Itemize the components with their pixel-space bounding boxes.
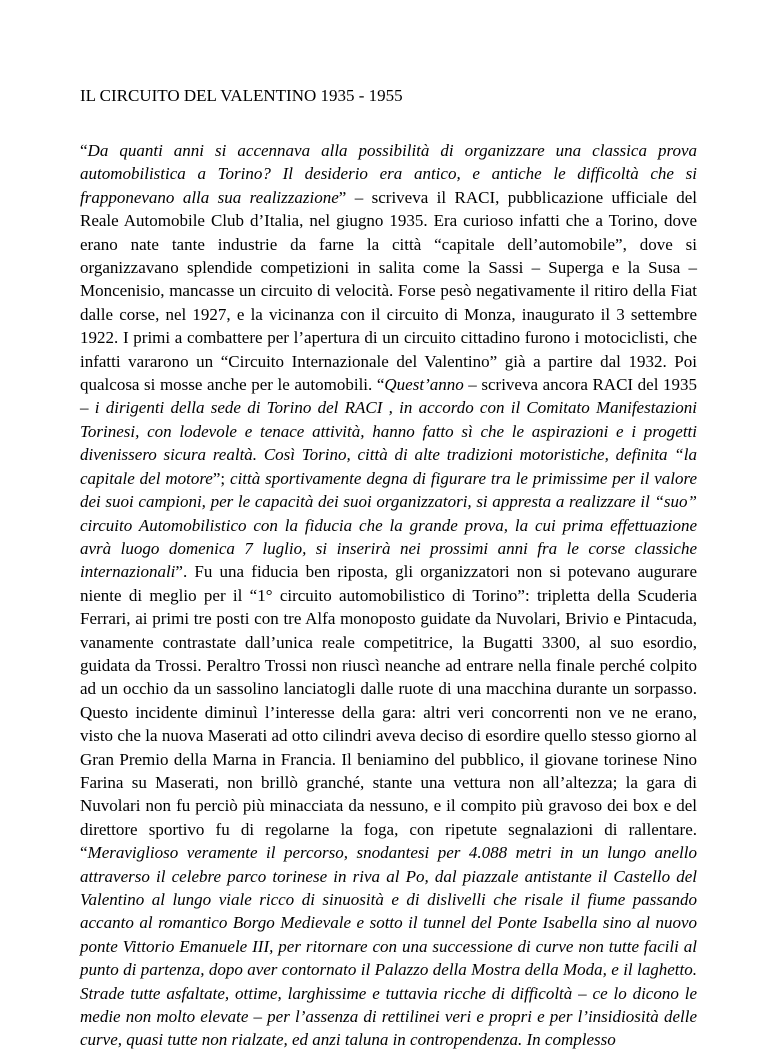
text-segment: ”. Fu una fiducia ben riposta, gli organizzatori non si potevano augurare niente di meglio per il “1° circuito automobilistico di Torino”: tripletta della Scuderia Ferrari, ai primi tre posti con tre Alfa monoposto guidate da Nuvolari, Brivio e Pintacuda, vanamente contrastate dall’unica reale competitrice, la Bugatti 3300, al suo esordio, guidata da Trossi. Peraltro Trossi non riuscì neanche ad entrare nella finale perché colpito ad un occhio da un sassolino lanciatogli dalle ruote di una macchina durante un sorpasso. Questo incidente diminuì l’interesse della gara: altri veri concorrenti non ve ne erano, visto che la nuova Maserati ad otto cilindri aveva deciso di esordire quello stesso giorno al Gran Premio della Marna in Francia. Il beniamino del pubblico, il giovane torinese Nino Farina su Maserati, non brillò granché, stante una vettura non all’altezza; la gara di Nuvolari non fu perciò più minacciata da nessuno, e il compito più gravoso dei box e del direttore sportivo fu di regolarne la foga, con ripetute segnalazioni di rallentare. “: [80, 562, 697, 863]
italic-quote: Meraviglioso veramente il percorso, snodantesi per 4.088 metri in un lungo anello attraverso il celebre parco torinese in riva al Po, dal piazzale antistante il Castello del Valentino al lungo viale ricco di sinuosità e di dislivelli che risale il fiume passando accanto al romantico Borgo Medievale e sotto il tunnel del Ponte Isabella sino al nuovo ponte Vittorio Emanuele III, per ritornare con una successione di curve non tutte facili al punto di partenza, dopo aver contornato il Palazzo della Mostra della Moda, e il laghetto. Strade tutte asfaltate, ottime, larghissime e tuttavia ricche di difficoltà – ce lo dicono le medie non molto elevate – per l’assenza di rettilinei veri e propri e per l’insidiosità delle curve, quasi tutte non rialzate, ed anzi taluna in contropendenza. In complesso: [80, 843, 697, 1050]
text-segment: ” – scriveva il RACI, pubblicazione ufficiale del Reale Automobile Club d’Italia, nel giugno 1935. Era curioso infatti che a Torino, dove erano nate tante industrie da farne la città “capitale dell’automobile”, dove si organizzavano splendide competizioni in salita come la Sassi – Superga e la Susa – Moncenisio, mancasse un circuito di velocità. Forse pesò negativamente il ritiro della Fiat dalle corse, nel 1927, e la vicinanza con il circuito di Monza, inaugurato il 3 settembre 1922. I primi a combattere per l’apertura di un circuito cittadino furono i motociclisti, che infatti vararono un “Circuito Internazionale del Valentino” già a partire dal 1932. Poi qualcosa si mosse anche per le automobili. “: [80, 187, 697, 395]
body-paragraph: [80, 139, 697, 1052]
text-segment: ”;: [212, 468, 231, 488]
text-segment: – scriveva ancora RACI del 1935 –: [80, 375, 697, 418]
document-title: IL CIRCUITO DEL VALENTINO 1935 - 1955: [80, 86, 403, 105]
text-segment: “: [80, 141, 88, 160]
italic-quote: città sportivamente degna di figurare tra le primissime per il valore dei suoi campioni, per le capacità dei suoi organizzatori, si appresta a realizzare il “suo” circuito Automobilistico con la fiducia che la grande prova, la cui prima effettuazione avrà luogo domenica 7 luglio, si inserirà nei prossimi anni fra le corse classiche internazionali: [80, 468, 697, 582]
italic-quote: Da quanti anni si accennava alla possibilità di organizzare una classica prova automobilistica a Torino? Il desiderio era antico, e antiche le difficoltà che si frapponevano alla sua realizzazione: [80, 141, 697, 207]
italic-quote: i dirigenti della sede di Torino del RACI , in accordo con il Comitato Manifestazioni Torinesi, con lodevole e tenace attività, hanno fatto sì che le aspirazioni e i progetti divenissero sicura realtà. Così Torino, città di alte tradizioni motoristiche, definita “la capitale del motore: [80, 398, 697, 488]
italic-quote: Quest’anno: [384, 375, 464, 395]
